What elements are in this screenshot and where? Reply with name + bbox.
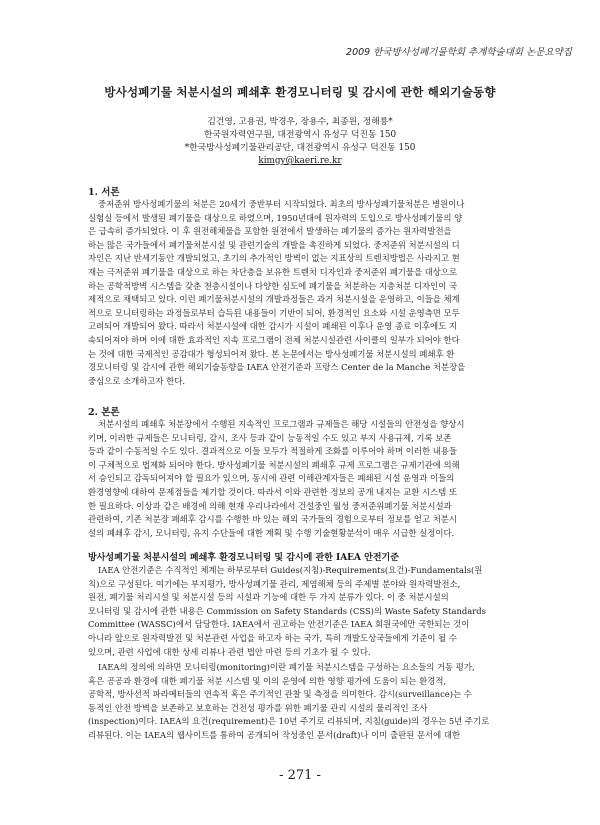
text-line: 동적인 안전 방벽을 보존하고 보호하는 건전성 평가를 위한 폐기물 관리 시설의 물리적인 조사 xyxy=(88,702,428,713)
section-2-heading: 2. 본론 xyxy=(88,407,120,418)
section-1-body xyxy=(88,198,518,388)
text-line: 리뷰된다. 이는 IAEA의 웹사이트를 통하여 공개되어 작성중인 문서(draft)나 이미 출판된 문서에 대한 xyxy=(88,729,461,740)
text-line: 공학적, 방사선적 파라메터들의 연속적 혹은 주기적인 관찰 및 측정을 의미한다. 감시(surveillance)는 수 xyxy=(88,689,472,700)
subsection-para-1 xyxy=(88,564,518,659)
text-line: 속되어져야 하며 이에 대한 효과적인 지속 프로그램이 전체 처분시설관련 사이클의 일부가 되어야 한다 xyxy=(88,334,460,345)
text-line: 혹은 공공과 환경에 대한 폐기물 처분 시스템 및 이의 운영에 의한 영향 평가에 도움이 되는 환경적, xyxy=(88,675,447,686)
text-line: 등과 같이 수동적일 수도 있다. 결과적으로 이들 모두가 적절하게 조화를 이루어야 하며 이러한 내용들 xyxy=(88,446,457,457)
text-line: IAEA 안전기준은 수직적인 체계는 하부로부터 Guides(지침)-Requirements(요건)-Fundamentals(원 xyxy=(98,565,483,575)
text-line: 원전, 폐기물 처리시설 및 처분시설 등의 시설과 기능에 대한 두 가지 분류가 있다. 이 중 처분시설의 xyxy=(88,592,449,603)
text-line: 아니라 앞으로 원자력발전 및 처분관련 사업을 하고자 하는 국가, 특히 개발도상국들에게 기준이 될 수 xyxy=(88,632,457,643)
author-list: 김건영, 고용권, 박경우, 장용수, 최종원, 정해룡* xyxy=(207,117,393,127)
running-header: 2009 한국방사성폐기물학회 추계학술대회 논문요약집 xyxy=(346,47,572,58)
text-line: 하는 많은 국가들에서 폐기물처분시설 및 관련기술의 개발을 촉진하게 되었다. 중저준위 처분시설의 디 xyxy=(88,239,460,250)
text-line: IAEA의 정의에 의하면 모니터링(monitoring)이란 폐기물 처분시스템을 구성하는 요소들의 거동 평가, xyxy=(98,662,475,672)
text-line: 제적으로 채택되고 있다. 이런 폐기물처분시설의 개발과정들은 과거 처분시설을 운영하고, 이들을 체계 xyxy=(88,294,460,305)
text-line: 중심으로 소개하고자 한다. xyxy=(88,375,185,386)
text-line: 환경영향에 대하여 문제점들을 제기할 것이다. 따라서 이와 관련한 정보의 공개 내지는 교환 시스템 또 xyxy=(88,486,457,497)
text-line: 칙)으로 구성된다. 여기에는 부지평가, 방사성폐기물 관리, 제염해체 등의 주제별 분야와 원자력발전소, xyxy=(88,578,461,589)
text-line: 은 급속히 증가되었다. 이 후 원전해체물을 포함한 원전에서 발생하는 폐기물의 증가는 원자력발전을 xyxy=(88,226,452,237)
text-line: 이 구체적으로 법제화 되어야 한다. 방사성폐기물 처분시설의 폐쇄후 규제 프로그램은 규제기관에 의해 xyxy=(88,459,460,470)
text-line: 자인은 지난 반세기동안 개발되었고, 초기의 추가적인 방벽이 없는 지표상의 트렌치방법은 사라지고 현 xyxy=(88,253,460,264)
text-line: 있으며, 관련 사업에 대한 상세 리뷰나 관련 법안 마련 등의 기초가 될 수 있다. xyxy=(88,646,371,657)
affiliation-2: *한국방사성폐기물관리공단, 대전광역시 유성구 덕진동 150 xyxy=(184,143,416,153)
text-line: 서 승인되고 감독되어져야 할 필요가 있으며, 동시에 관련 이해관계자들은 폐쇄된 시설 운영과 이들의 xyxy=(88,473,455,484)
text-line: 키며, 이러한 규제들은 모니터링, 감시, 조사 등과 같이 능동적일 수도 있고 부지 사용규제, 기록 보존 xyxy=(88,432,452,443)
affiliation-1: 한국원자력연구원, 대전광역시 유성구 덕진동 150 xyxy=(203,130,397,140)
text-line: 관련하여, 기존 처분장 폐쇄후 감시를 수행한 바 있는 해외 국가들의 경험으로부터 정보를 얻고 처분시 xyxy=(88,514,457,525)
text-line: 고려되어 개발되어 왔다. 따라서 처분시설에 대한 감시가 시설이 폐쇄된 이후나 운영 종료 이후에도 지 xyxy=(88,321,457,332)
subsection-heading: 방사성폐기물 처분시설의 폐쇄후 환경모니터링 및 감시에 관한 IAEA 안전기준 xyxy=(88,553,399,563)
section-2-body xyxy=(88,418,518,540)
text-line: 모니터링 및 감시에 관한 내용은 Commission on Safety Standards (CSS)의 Waste Safety Standards xyxy=(88,605,486,616)
text-line: 중저준위 방사성폐기물의 처분은 20세기 중반부터 시작되었다. 최초의 방사성폐기물처분은 병원이나 xyxy=(98,199,465,209)
page-number: - 271 - xyxy=(279,768,321,783)
text-line: 설의 폐쇄후 감시, 모니터링, 유지 수단들에 대한 계획 및 수행 기술현황분석이 매우 시급한 실정이다. xyxy=(88,527,455,538)
author-email[interactable]: kimgy@kaeri.re.kr xyxy=(258,156,342,166)
text-line: 처분시설의 폐쇄후 처분장에서 수행된 지속적인 프로그램과 규제들은 해당 시설들의 안전성을 향상시 xyxy=(98,419,465,429)
text-line: (inspection)이다. IAEA의 요건(requirement)은 10년 주기로 리뷰되며, 지침(guide)의 경우는 5년 주기로 xyxy=(88,716,490,727)
text-line: 한 필요하다. 이상과 같은 배경에 의해 현재 우리나라에서 건설중인 월성 중저준위폐기물 처분시설과 xyxy=(88,500,452,511)
section-1-heading: 1. 서론 xyxy=(88,187,120,198)
text-line: 실험실 등에서 발생된 폐기물을 대상으로 하였으며, 1950년대에 원자력의 도입으로 방사성폐기물의 양 xyxy=(88,212,463,223)
author-block xyxy=(90,116,510,168)
subsection-para-2 xyxy=(88,661,518,743)
paper-title: 방사성폐기물 처분시설의 폐쇄후 환경모니터링 및 감시에 관한 해외기술동향 xyxy=(104,85,496,99)
text-line: 재는 극저준위 폐기물을 대상으로 하는 차단층을 보유한 트렌치 디자인과 중저준위 폐기물을 대상으로 xyxy=(88,266,458,277)
text-line: 적으로 모니터링하는 과정들로부터 습득된 내용들이 기반이 되어, 환경적인 요소와 시설 운영측면 모두 xyxy=(88,307,460,318)
text-line: Committee (WASSC)에서 담당한다. IAEA에서 권고하는 안전기준은 IAEA 회원국에만 국한되는 것이 xyxy=(88,619,470,630)
text-line: 는 것에 대한 국제적인 공감대가 형성되어져 왔다. 본 논문에서는 방사성폐기물 처분시설의 폐쇄후 환 xyxy=(88,348,455,359)
text-line: 하는 공학적방벽 시스템을 갖춘 천층시설이나 다양한 심도에 폐기물을 처분하는 지층처분 디자인이 국 xyxy=(88,280,458,291)
text-line: 경모니터링 및 감시에 관한 해외기술동향을 IAEA 안전기준과 프랑스 Center de la Manche 처분장을 xyxy=(88,362,466,373)
